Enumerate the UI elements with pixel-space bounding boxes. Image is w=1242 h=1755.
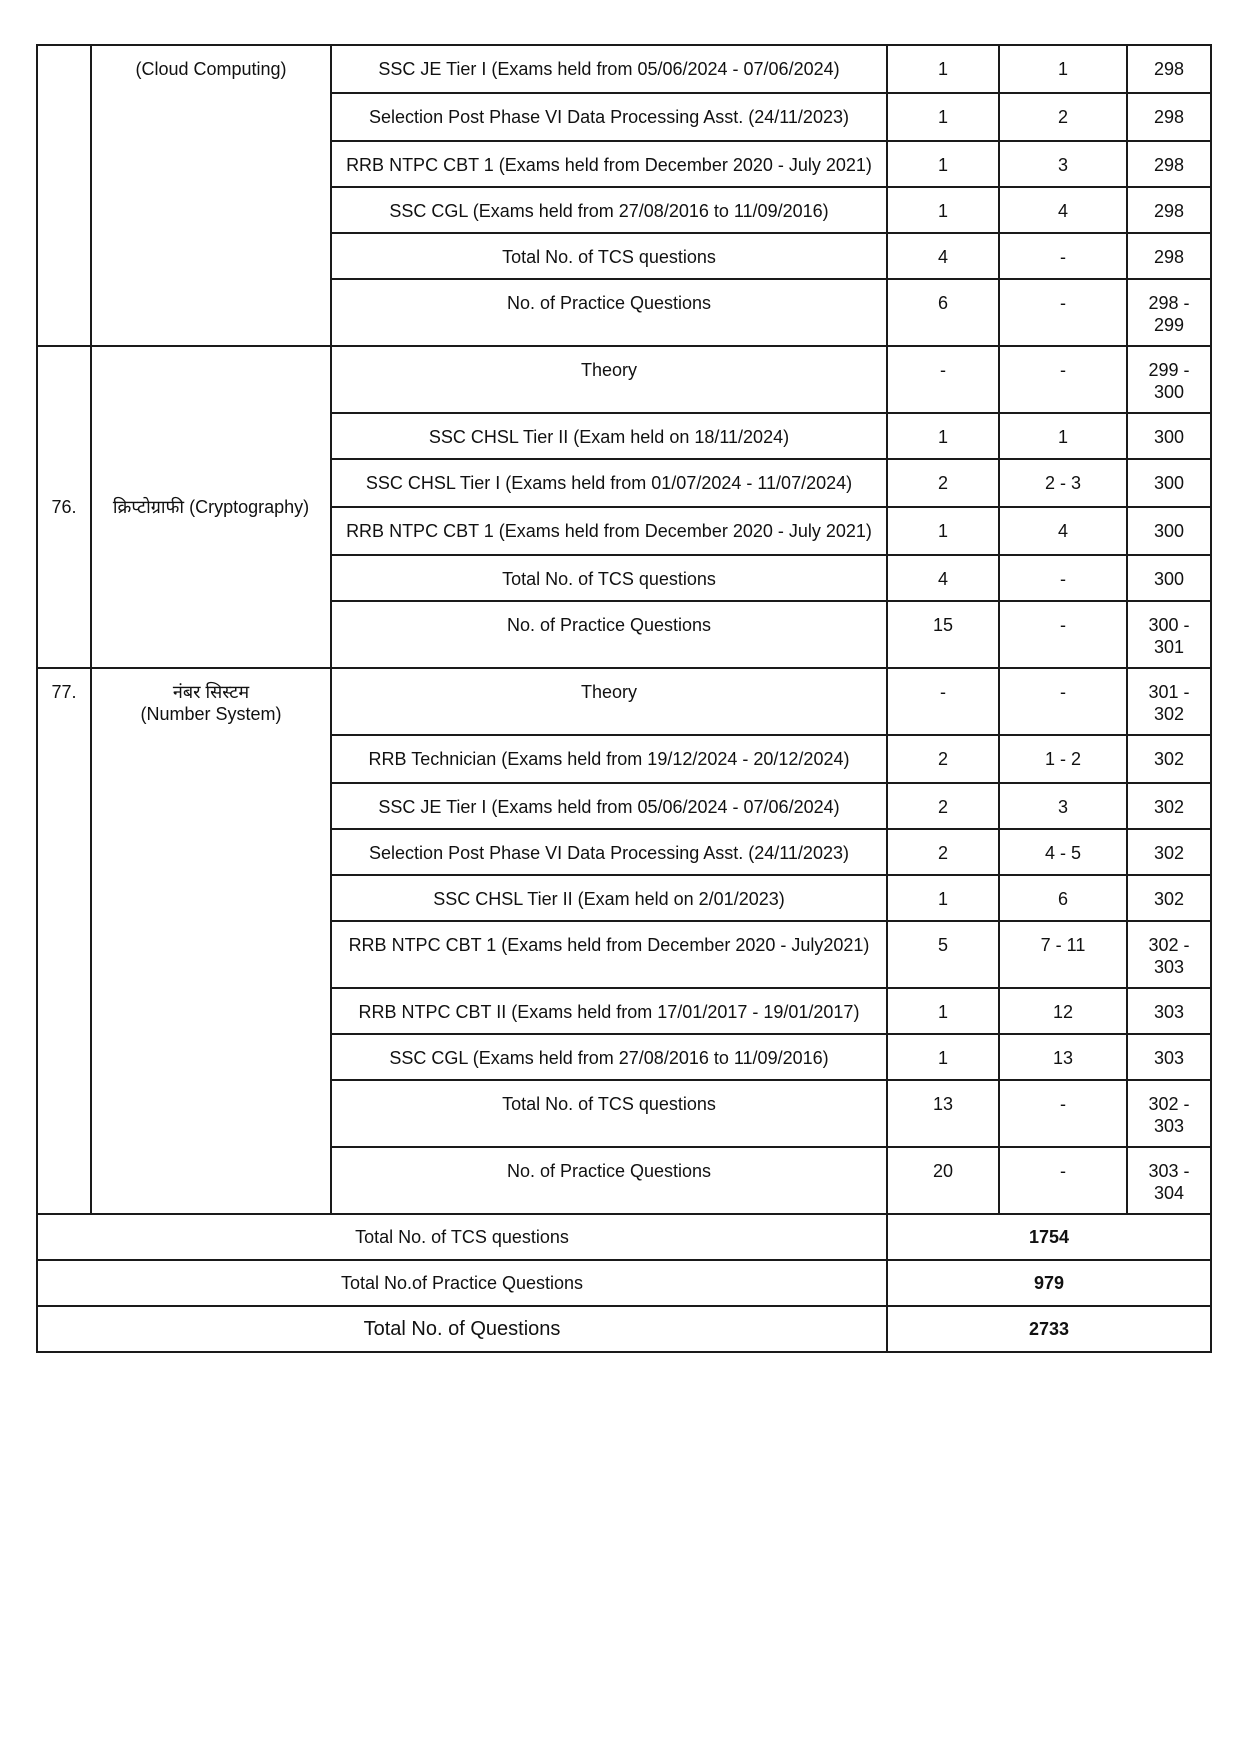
page-number-cell: 302 — [1127, 875, 1211, 921]
question-number-cell: 1 — [999, 413, 1127, 459]
topic-line: (Number System) — [140, 704, 282, 724]
count-cell: 13 — [887, 1080, 999, 1147]
count-cell: 4 — [887, 555, 999, 601]
question-number-cell: - — [999, 233, 1127, 279]
page-number-cell: 300 - 301 — [1127, 601, 1211, 668]
total-tcs-value: 1754 — [887, 1214, 1211, 1260]
count-cell: 1 — [887, 413, 999, 459]
count-cell: 6 — [887, 279, 999, 346]
count-cell: 1 — [887, 875, 999, 921]
topic-index-table — [36, 44, 1212, 1353]
question-number-cell: 12 — [999, 988, 1127, 1034]
page-number-cell: 300 — [1127, 507, 1211, 555]
source-cell: Total No. of TCS questions — [331, 555, 887, 601]
source-cell: SSC JE Tier I (Exams held from 05/06/2024 - 07/06/2024) — [331, 45, 887, 93]
question-number-cell: 1 — [999, 45, 1127, 93]
question-number-cell: 4 — [999, 187, 1127, 233]
page-number-cell: 302 — [1127, 735, 1211, 783]
question-number-cell: 3 — [999, 783, 1127, 829]
total-tcs-label: Total No. of TCS questions — [37, 1214, 887, 1260]
source-cell: Total No. of TCS questions — [331, 1080, 887, 1147]
question-number-cell: - — [999, 601, 1127, 668]
page-number-cell: 298 — [1127, 45, 1211, 93]
page-number-cell: 298 - 299 — [1127, 279, 1211, 346]
source-cell: SSC CGL (Exams held from 27/08/2016 to 11/09/2016) — [331, 187, 887, 233]
question-number-cell: 3 — [999, 141, 1127, 187]
count-cell: 1 — [887, 187, 999, 233]
page-number-cell: 298 — [1127, 233, 1211, 279]
page-number-cell: 303 — [1127, 988, 1211, 1034]
total-practice-value: 979 — [887, 1260, 1211, 1306]
count-cell: 2 — [887, 829, 999, 875]
question-number-cell: 2 - 3 — [999, 459, 1127, 507]
table-row — [37, 45, 1211, 93]
question-number-cell: - — [999, 346, 1127, 413]
page-number-cell: 298 — [1127, 93, 1211, 141]
page-number-cell: 302 - 303 — [1127, 921, 1211, 988]
totals-row — [37, 1214, 1211, 1260]
topic-line: क्रिप्टोग्राफी (Cryptography) — [112, 497, 310, 517]
source-cell: SSC CHSL Tier I (Exams held from 01/07/2024 - 11/07/2024) — [331, 459, 887, 507]
source-cell: Theory — [331, 668, 887, 735]
page-number-cell: 302 - 303 — [1127, 1080, 1211, 1147]
question-number-cell: 6 — [999, 875, 1127, 921]
source-cell: Theory — [331, 346, 887, 413]
totals-row — [37, 1260, 1211, 1306]
topic-name — [91, 45, 331, 346]
count-cell: - — [887, 346, 999, 413]
table-row — [37, 668, 1211, 735]
page-number-cell: 301 - 302 — [1127, 668, 1211, 735]
count-cell: 15 — [887, 601, 999, 668]
count-cell: 1 — [887, 93, 999, 141]
question-number-cell: 2 — [999, 93, 1127, 141]
count-cell: 1 — [887, 507, 999, 555]
topic-line: (Cloud Computing) — [135, 59, 287, 79]
question-number-cell: 4 - 5 — [999, 829, 1127, 875]
source-cell: SSC CGL (Exams held from 27/08/2016 to 11/09/2016) — [331, 1034, 887, 1080]
count-cell: 5 — [887, 921, 999, 988]
count-cell: 1 — [887, 45, 999, 93]
source-cell: No. of Practice Questions — [331, 601, 887, 668]
page-number-cell: 298 — [1127, 187, 1211, 233]
question-number-cell: - — [999, 555, 1127, 601]
question-number-cell: 4 — [999, 507, 1127, 555]
count-cell: 1 — [887, 988, 999, 1034]
page-number-cell: 302 — [1127, 783, 1211, 829]
total-questions-label: Total No. of Questions — [37, 1306, 887, 1352]
count-cell: 1 — [887, 1034, 999, 1080]
source-cell: Selection Post Phase VI Data Processing Asst. (24/11/2023) — [331, 829, 887, 875]
total-practice-label: Total No.of Practice Questions — [37, 1260, 887, 1306]
source-cell: RRB NTPC CBT 1 (Exams held from December 2020 - July 2021) — [331, 507, 887, 555]
question-number-cell: - — [999, 668, 1127, 735]
count-cell: 2 — [887, 459, 999, 507]
source-cell: No. of Practice Questions — [331, 1147, 887, 1214]
count-cell: 1 — [887, 141, 999, 187]
table-row — [37, 346, 1211, 413]
page-number-cell: 300 — [1127, 459, 1211, 507]
count-cell: 2 — [887, 783, 999, 829]
source-cell: No. of Practice Questions — [331, 279, 887, 346]
count-cell: 20 — [887, 1147, 999, 1214]
source-cell: Selection Post Phase VI Data Processing Asst. (24/11/2023) — [331, 93, 887, 141]
question-number-cell: - — [999, 279, 1127, 346]
page-number-cell: 303 - 304 — [1127, 1147, 1211, 1214]
source-cell: RRB Technician (Exams held from 19/12/2024 - 20/12/2024) — [331, 735, 887, 783]
total-questions-value: 2733 — [887, 1306, 1211, 1352]
page-number-cell: 300 — [1127, 413, 1211, 459]
source-cell: RRB NTPC CBT II (Exams held from 17/01/2017 - 19/01/2017) — [331, 988, 887, 1034]
topic-name — [91, 668, 331, 1214]
question-number-cell: 13 — [999, 1034, 1127, 1080]
source-cell: RRB NTPC CBT 1 (Exams held from December 2020 - July 2021) — [331, 141, 887, 187]
source-cell: SSC JE Tier I (Exams held from 05/06/2024 - 07/06/2024) — [331, 783, 887, 829]
topic-line: नंबर सिस्टम — [172, 682, 250, 702]
count-cell: - — [887, 668, 999, 735]
source-cell: SSC CHSL Tier II (Exam held on 2/01/2023) — [331, 875, 887, 921]
topic-name — [91, 346, 331, 668]
page-number-cell: 302 — [1127, 829, 1211, 875]
source-cell: Total No. of TCS questions — [331, 233, 887, 279]
count-cell: 2 — [887, 735, 999, 783]
serial-number: 77. — [37, 668, 91, 1214]
question-number-cell: - — [999, 1147, 1127, 1214]
page-number-cell: 298 — [1127, 141, 1211, 187]
question-number-cell: - — [999, 1080, 1127, 1147]
page-number-cell: 303 — [1127, 1034, 1211, 1080]
question-number-cell: 7 - 11 — [999, 921, 1127, 988]
index-page — [36, 44, 1210, 1353]
question-number-cell: 1 - 2 — [999, 735, 1127, 783]
serial-number — [37, 45, 91, 346]
source-cell: SSC CHSL Tier II (Exam held on 18/11/2024) — [331, 413, 887, 459]
totals-row — [37, 1306, 1211, 1352]
page-number-cell: 300 — [1127, 555, 1211, 601]
page-number-cell: 299 - 300 — [1127, 346, 1211, 413]
count-cell: 4 — [887, 233, 999, 279]
serial-number: 76. — [37, 346, 91, 668]
source-cell: RRB NTPC CBT 1 (Exams held from December 2020 - July2021) — [331, 921, 887, 988]
